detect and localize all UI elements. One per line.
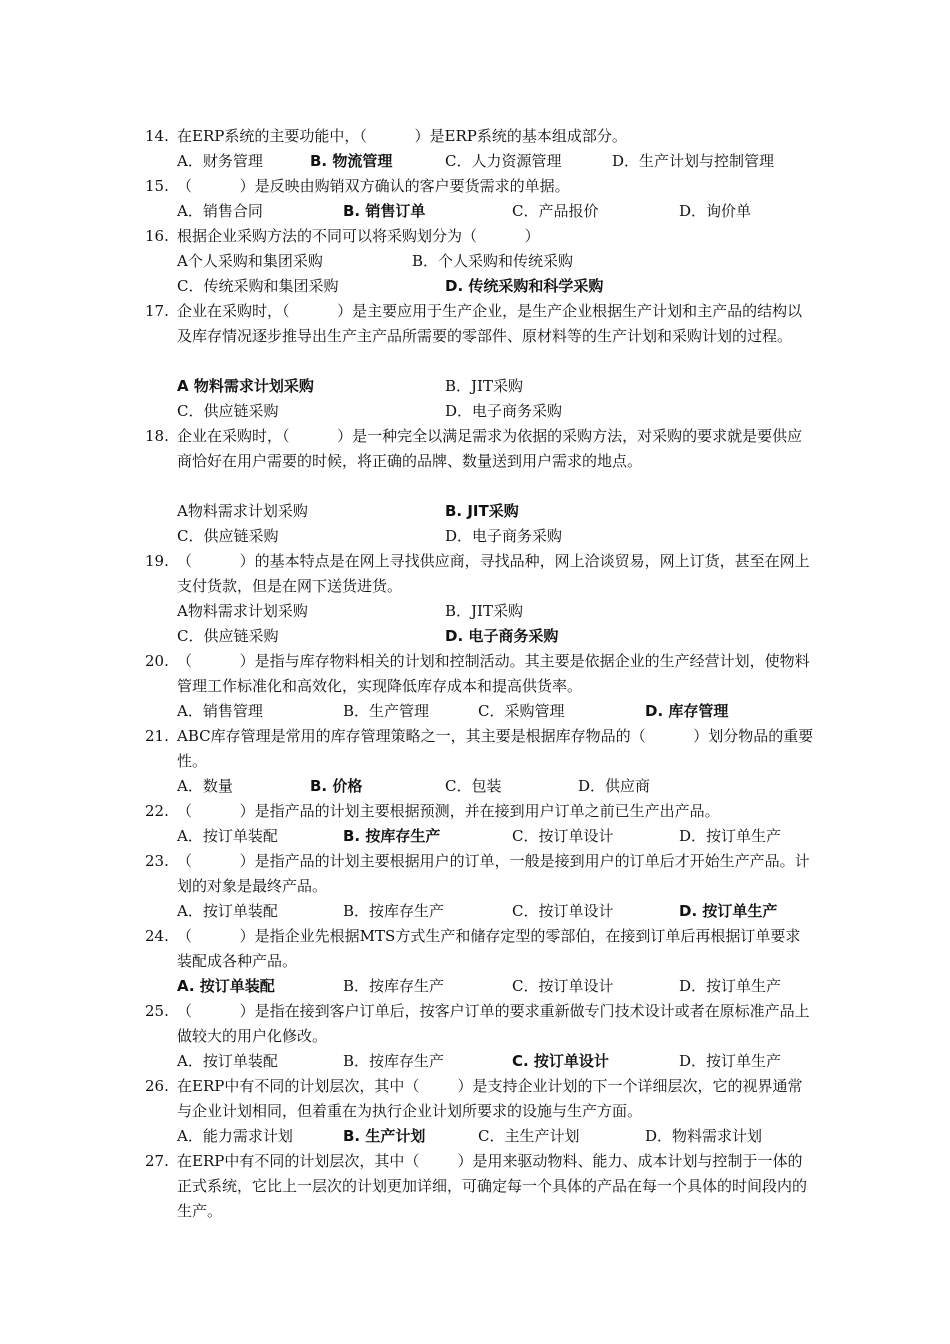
- option-c: C．供应链采购: [177, 627, 279, 645]
- question-number: 19.: [145, 552, 169, 570]
- question-number: 14.: [145, 127, 169, 145]
- option-d: D．电子商务采购: [445, 402, 563, 420]
- question-number: 15.: [145, 177, 169, 195]
- option-c: C．采购管理: [478, 702, 565, 720]
- option-c: C．供应链采购: [177, 527, 279, 545]
- question-23: [145, 849, 815, 899]
- question-number: 18.: [145, 427, 169, 445]
- question-19: [145, 549, 815, 599]
- option-c-answer: C. 按订单设计: [512, 1052, 609, 1070]
- option-d: D．按订单生产: [679, 1052, 782, 1070]
- question-22: [145, 799, 815, 824]
- option-c: C．人力资源管理: [445, 152, 562, 170]
- question-17: [145, 299, 815, 349]
- option-b-answer: B. 物流管理: [310, 152, 393, 170]
- question-text: （ ）是反映由购销双方确认的客户要货需求的单据。: [177, 177, 570, 195]
- option-a: A．数量: [177, 777, 233, 795]
- option-b-answer: B. 价格: [310, 777, 363, 795]
- question-15: [145, 174, 815, 199]
- question-text: （ ）是指产品的计划主要根据预测，并在接到用户订单之前已生产出产品。: [177, 802, 720, 820]
- question-text: （ ）是指产品的计划主要根据用户的订单，一般是接到用户的订单后才开始生产产品。计划的对象是最终产品。: [177, 852, 810, 895]
- question-number: 23.: [145, 852, 169, 870]
- option-c: C．传统采购和集团采购: [177, 277, 339, 295]
- question-20: [145, 649, 815, 699]
- option-b: B．JIT采购: [445, 377, 523, 395]
- question-text: （ ）是指与库存物料相关的计划和控制活动。其主要是依据企业的生产经营计划，使物料管理工作标准化和高效化，实现降低库存成本和提高供货率。: [177, 652, 810, 695]
- option-b: B．按库存生产: [343, 902, 445, 920]
- option-c: C．产品报价: [512, 202, 599, 220]
- option-c: C．按订单设计: [512, 902, 614, 920]
- question-text: （ ）是指在接到客户订单后，按客户订单的要求重新做专门技术设计或者在原标准产品上做较大的用户化修改。: [177, 1002, 810, 1045]
- option-c: C．供应链采购: [177, 402, 279, 420]
- question-number: 20.: [145, 652, 169, 670]
- option-d: D．供应商: [578, 777, 651, 795]
- question-text: 在ERP中有不同的计划层次，其中（ ）是用来驱动物料、能力、成本计划与控制于一体的正式系统，它比上一层次的计划更加详细，可确定每一个具体的产品在每一个具体的时间段内的生产。: [177, 1152, 808, 1220]
- question-number: 27.: [145, 1152, 169, 1170]
- question-text: 在ERP中有不同的计划层次，其中（ ）是支持企业计划的下一个详细层次，它的视界通常与企业计划相同，但着重在为执行企业计划所要求的设施与生产方面。: [177, 1077, 803, 1120]
- question-text: 企业在采购时，（ ）是主要应用于生产企业，是生产企业根据生产计划和主产品的结构以及库存情况逐步推导出生产主产品所需要的零部件、原材料等的生产计划和采购计划的过程。: [177, 302, 803, 345]
- question-18: [145, 424, 815, 474]
- option-d: D．物料需求计划: [645, 1127, 763, 1145]
- option-a-answer: A. 按订单装配: [177, 977, 275, 995]
- option-a: A．能力需求计划: [177, 1127, 293, 1145]
- option-c: C．按订单设计: [512, 827, 614, 845]
- option-a: A个人采购和集团采购: [177, 252, 323, 270]
- question-number: 21.: [145, 727, 169, 745]
- question-text: 根据企业采购方法的不同可以将采购划分为（ ）: [177, 227, 540, 245]
- option-b-answer: B. JIT采购: [445, 502, 519, 520]
- option-b: B．个人采购和传统采购: [412, 252, 574, 270]
- question-number: 22.: [145, 802, 169, 820]
- question-24: [145, 924, 815, 974]
- option-d-answer: D. 传统采购和科学采购: [445, 277, 604, 295]
- option-a: A．销售管理: [177, 702, 263, 720]
- question-text: （ ）的基本特点是在网上寻找供应商，寻找品种，网上洽谈贸易，网上订货，甚至在网上支付货款，但是在网下送货进货。: [177, 552, 810, 595]
- option-d-answer: D. 库存管理: [645, 702, 729, 720]
- option-c: C．按订单设计: [512, 977, 614, 995]
- question-text: 企业在采购时，（ ）是一种完全以满足需求为依据的采购方法，对采购的要求就是要供应商恰好在用户需要的时候，将正确的品牌、数量送到用户需求的地点。: [177, 427, 803, 470]
- question-26: [145, 1074, 815, 1124]
- option-b: B．JIT采购: [445, 602, 523, 620]
- option-d: D．生产计划与控制管理: [612, 152, 775, 170]
- option-a: A．按订单装配: [177, 1052, 278, 1070]
- question-text: 在ERP系统的主要功能中，（ ）是ERP系统的基本组成部分。: [177, 127, 627, 145]
- question-number: 24.: [145, 927, 169, 945]
- option-b: B．按库存生产: [343, 1052, 445, 1070]
- option-a: A．按订单装配: [177, 902, 278, 920]
- question-number: 25.: [145, 1002, 169, 1020]
- option-a-answer: A 物料需求计划采购: [177, 377, 314, 395]
- question-number: 16.: [145, 227, 169, 245]
- option-c: C．主生产计划: [478, 1127, 580, 1145]
- option-d: D．询价单: [679, 202, 752, 220]
- question-14: [145, 124, 815, 149]
- option-a: A物料需求计划采购: [177, 602, 308, 620]
- option-b-answer: B. 销售订单: [343, 202, 426, 220]
- question-16: [145, 224, 815, 249]
- option-a: A物料需求计划采购: [177, 502, 308, 520]
- question-number: 17.: [145, 302, 169, 320]
- option-d: D．按订单生产: [679, 977, 782, 995]
- option-c: C．包装: [445, 777, 502, 795]
- option-d-answer: D. 按订单生产: [679, 902, 778, 920]
- option-b: B．生产管理: [343, 702, 430, 720]
- option-d: D．电子商务采购: [445, 527, 563, 545]
- option-a: A．财务管理: [177, 152, 263, 170]
- option-a: A．销售合同: [177, 202, 263, 220]
- option-b: B．按库存生产: [343, 977, 445, 995]
- option-b-answer: B. 按库存生产: [343, 827, 441, 845]
- option-d-answer: D. 电子商务采购: [445, 627, 559, 645]
- question-text: ABC库存管理是常用的库存管理策略之一，其主要是根据库存物品的（ ）划分物品的重要性。: [177, 727, 814, 770]
- question-27: [145, 1149, 815, 1224]
- question-number: 26.: [145, 1077, 169, 1095]
- option-a: A．按订单装配: [177, 827, 278, 845]
- question-21: [145, 724, 815, 774]
- question-text: （ ）是指企业先根据MTS方式生产和储存定型的零部伯，在接到订单后再根据订单要求装配成各种产品。: [177, 927, 801, 970]
- option-d: D．按订单生产: [679, 827, 782, 845]
- option-b-answer: B. 生产计划: [343, 1127, 426, 1145]
- question-25: [145, 999, 815, 1049]
